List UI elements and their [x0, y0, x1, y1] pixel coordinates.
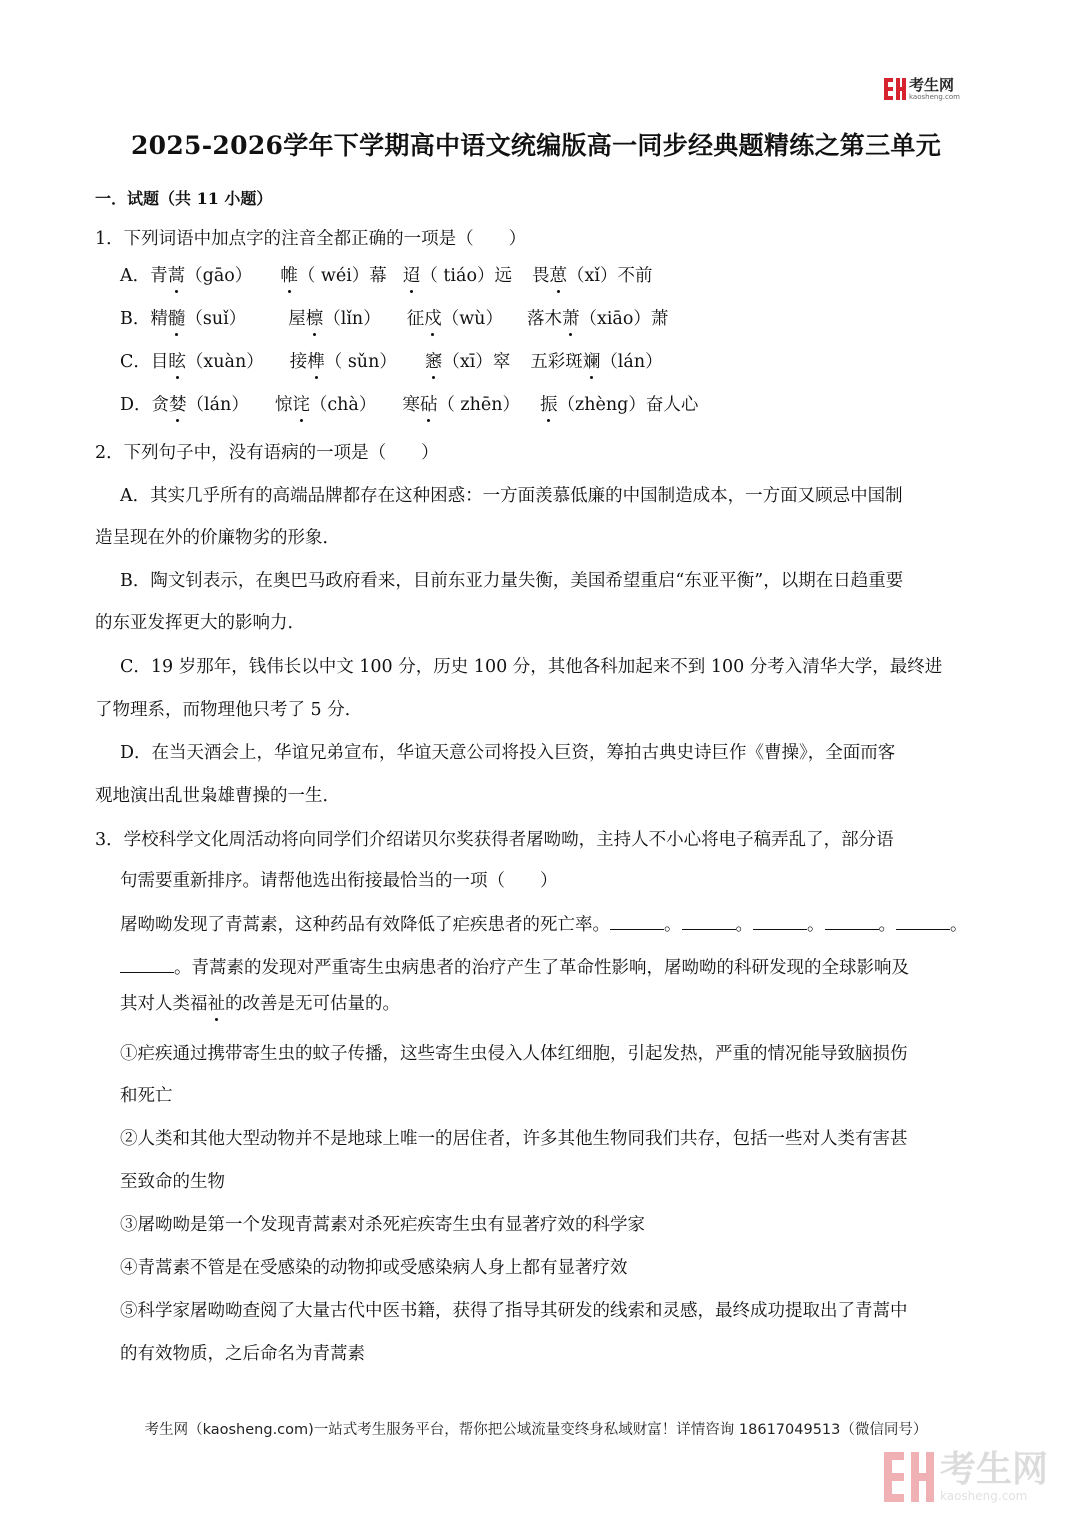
q3-passage-line1: 屠呦呦发现了青蒿素，这种药品有效降低了疟疾患者的死亡率。 。 。 。 。 。 [120, 915, 968, 935]
q3-sentence-2: ②人类和其他大型动物并不是地球上唯一的居住者，许多其他生物同我们共存，包括一些对人类有害甚 [120, 1129, 908, 1149]
q1-option-d: D．贪婪（lán） 惊诧（chà） 寒砧（ zhēn） 振（zhèng）奋人心 [120, 395, 699, 415]
logo-mark-icon [884, 78, 906, 100]
q3-sentence-5-cont: 的有效物质，之后命名为青蒿素 [120, 1344, 365, 1364]
q1-stem: 1．下列词语中加点字的注音全都正确的一项是（ ） [95, 229, 527, 249]
q3-sentence-3: ③屠呦呦是第一个发现青蒿素对杀死疟疾寄生虫有显著疗效的科学家 [120, 1215, 645, 1235]
watermark [884, 1449, 1049, 1503]
q3-sentence-2-cont: 至致命的生物 [120, 1172, 225, 1192]
q1-option-a: A．青蒿（gāo） 帷（ wéi）幕 迢（ tiáo）远 畏葸（xǐ）不前 [120, 266, 653, 286]
watermark-text: 考生网 [940, 1449, 1049, 1490]
q2-option-c: C．19 岁那年，钱伟长以中文 100 分，历史 100 分，其他各科加起来不到 100 分考入清华大学，最终进 [120, 657, 943, 677]
q2-option-b: B．陶文钊表示，在奥巴马政府看来，目前东亚力量失衡，美国希望重启“东亚平衡”，以期在日趋重要 [120, 571, 904, 591]
watermark-logo-icon [884, 1452, 934, 1502]
q2-stem: 2．下列句子中，没有语病的一项是（ ） [95, 443, 439, 463]
logo [884, 76, 960, 102]
q3-sentence-5: ⑤科学家屠呦呦查阅了大量古代中医书籍，获得了指导其研发的线索和灵感，最终成功提取出了青蒿中 [120, 1301, 908, 1321]
blank-1 [610, 913, 664, 930]
blank-5 [896, 913, 950, 930]
q2-option-c-cont: 了物理系，而物理他只考了 5 分． [95, 700, 363, 720]
q1-option-c: C．目眩（xuàn） 接榫（ sǔn） 窸（xī）窣 五彩斑斓（lán） [120, 352, 663, 372]
section-heading: 一．试题（共 11 小题） [95, 189, 273, 208]
q3-stem: 3．学校科学文化周活动将向同学们介绍诺贝尔奖获得者屠呦呦，主持人不小心将电子稿弄乱了，部分语 [95, 830, 894, 850]
logo-url: kaosheng.com [909, 92, 960, 101]
q3-sentence-4: ④青蒿素不管是在受感染的动物抑或受感染病人身上都有显著疗效 [120, 1258, 628, 1278]
q3-passage-line3: 其对人类福祉的改善是无可估量的。 [120, 994, 400, 1014]
q2-option-a: A．其实几乎所有的高端品牌都存在这种困惑：一方面羡慕低廉的中国制造成本，一方面又顾忌中国制 [120, 486, 903, 506]
q2-option-b-cont: 的东亚发挥更大的影响力． [95, 613, 305, 633]
q3-stem-cont: 句需要重新排序。请帮他选出衔接最恰当的一项（ ） [120, 871, 558, 891]
q2-option-d: D．在当天酒会上，华谊兄弟宣布，华谊天意公司将投入巨资，筹拍古典史诗巨作《曹操》，全面而客 [120, 743, 896, 763]
watermark-url: kaosheng.com [940, 1489, 1028, 1503]
blank-4 [825, 913, 879, 930]
q2-option-a-cont: 造呈现在外的价廉物劣的形象． [95, 528, 340, 548]
blank-6 [120, 956, 174, 973]
footer-text: 考生网（kaosheng.com)一站式考生服务平台，帮你把公域流量变终身私域财富！详情咨询 18617049513（微信同号） [144, 1422, 928, 1438]
q2-option-d-cont: 观地演出乱世枭雄曹操的一生． [95, 786, 340, 806]
q3-sentence-1: ①疟疾通过携带寄生虫的蚊子传播，这些寄生虫侵入人体红细胞，引起发热，严重的情况能导致脑损伤 [120, 1044, 908, 1064]
q1-option-b: B．精髓（suǐ） 屋檩（lǐn） 征戍（wù） 落木萧（xiāo）萧 [120, 309, 669, 329]
blank-3 [753, 913, 807, 930]
q3-passage-line2: 。青蒿素的发现对严重寄生虫病患者的治疗产生了革命性影响，屠呦呦的科研发现的全球影响及 [120, 956, 909, 980]
q3-sentence-1-cont: 和死亡 [120, 1086, 173, 1106]
logo-text: 考生网 [909, 75, 955, 94]
page-title: 2025-2026学年下学期高中语文统编版高一同步经典题精练之第三单元 [130, 131, 942, 160]
blank-2 [682, 913, 736, 930]
